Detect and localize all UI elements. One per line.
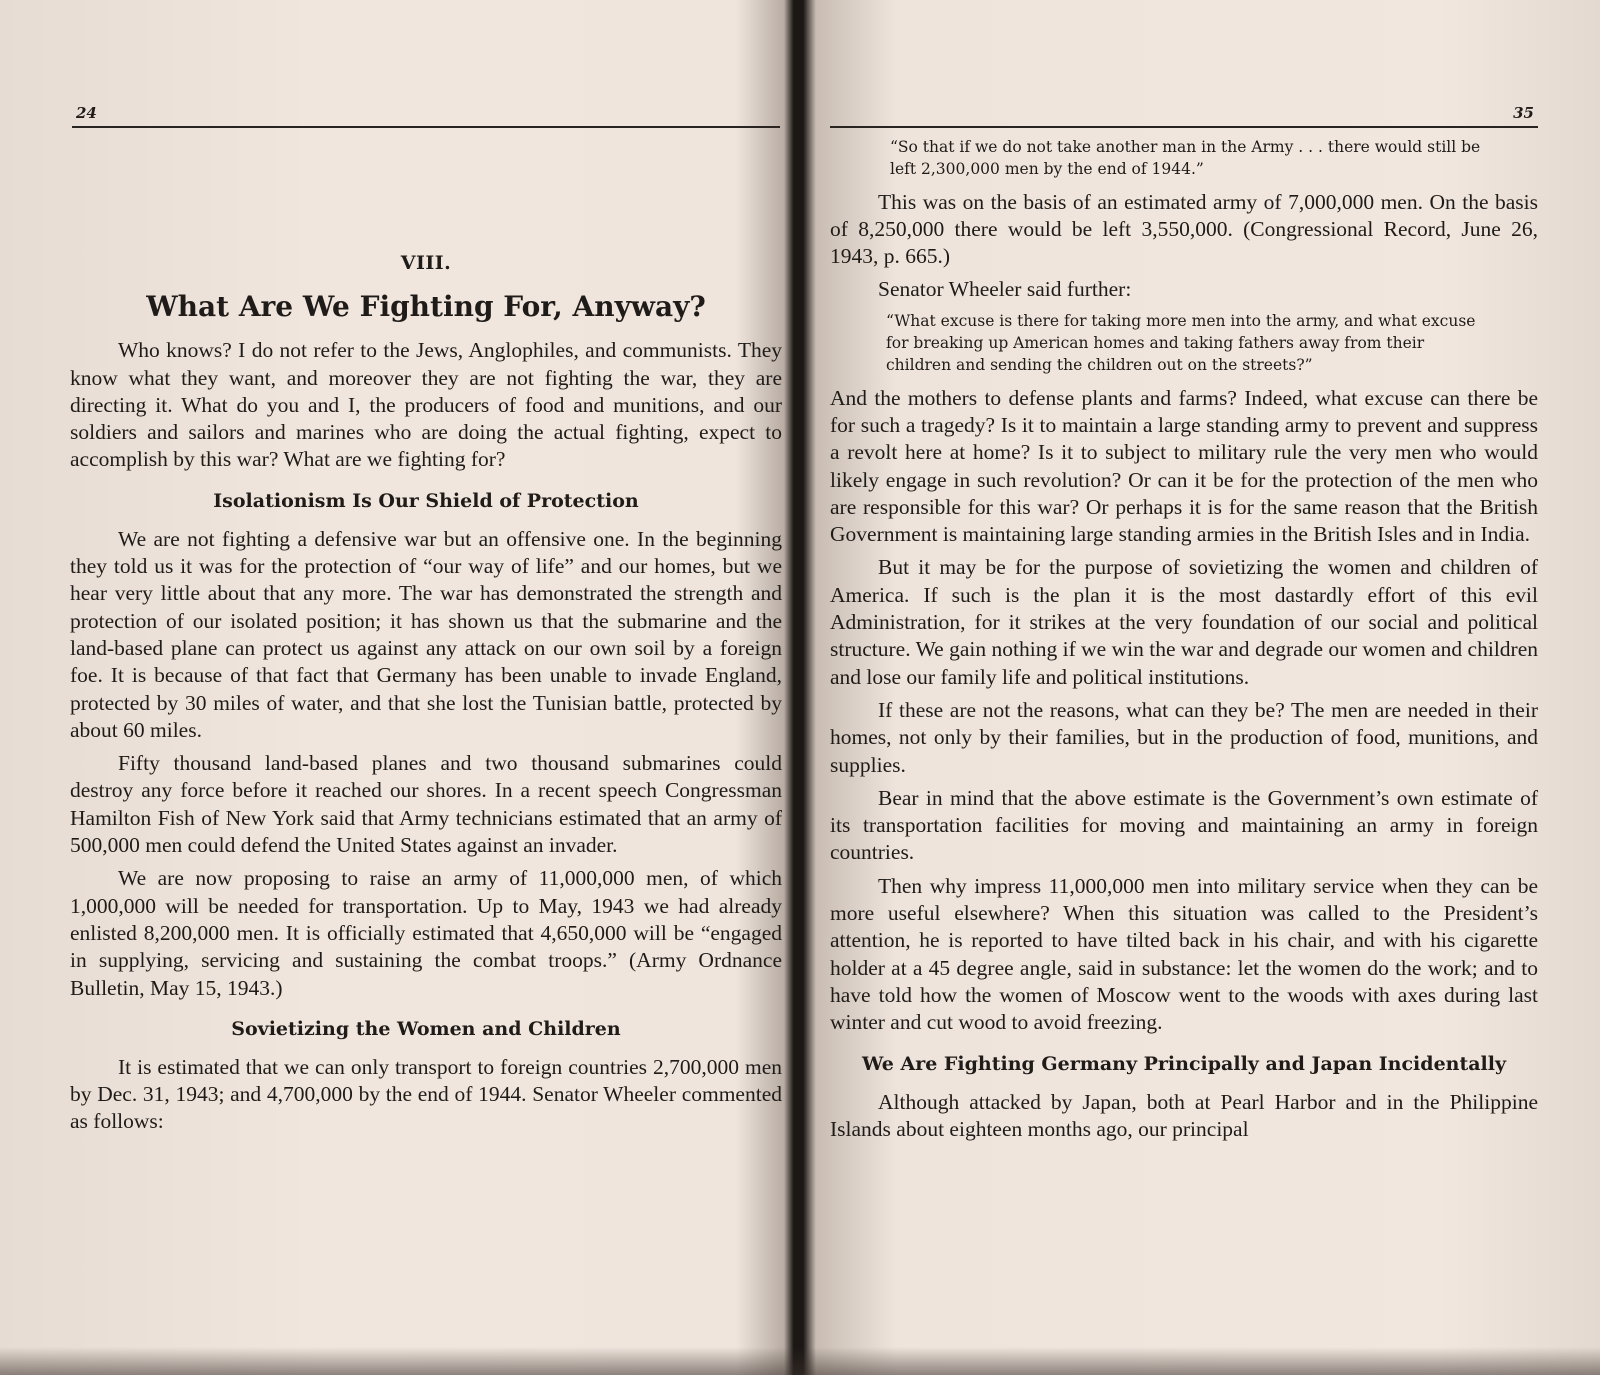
left-running-head	[72, 104, 780, 128]
section-heading: Sovietizing the Women and Children	[231, 1017, 621, 1040]
paragraph: Who knows? I do not refer to the Jews, Anglophiles, and communists. They know what they want, and moreover they are not fighting the war, they are directing it. What do you and I, the producers of food and munitions, and our soldiers and sailors and marines who are doing the actual fighting, expect to accomplish by this war? What are we fighting for?	[70, 338, 782, 472]
right-text-column	[830, 136, 1538, 1149]
block-quote: “So that if we do not take another man in the Army . . . there would still be left 2,300,000 men by the end of 1944.”	[890, 138, 1481, 179]
block-quote: “What excuse is there for taking more men into the army, and what excuse for breaking up American homes and taking fathers away from their children and sending the children out on the streets?”	[886, 311, 1476, 375]
paragraph: Senator Wheeler said further:	[878, 277, 1132, 302]
paragraph: We are not fighting a defensive war but an offensive one. In the beginning they told us it was for the protection of “our way of life” and our homes, but we hear very little about that any more. The war has demonstrated the strength and protection of our isolated position; it has shown us that the submarine and the land-based plane can protect us against any attack on our own soil by a foreign foe. It is because of that fact that Germany has been unable to invade England, protected by 30 miles of water, and that she lost the Tunisian battle, protected by about 60 miles.	[70, 526, 782, 742]
section-heading: We Are Fighting Germany Principally and Japan Incidentally	[861, 1052, 1507, 1075]
page-number: 35	[1513, 104, 1534, 122]
paragraph: We are now proposing to raise an army of 11,000,000 men, of which 1,000,000 will be needed for transportation. Up to May, 1943 we had already enlisted 8,200,000 men. It is officially estimated that 4,650,000 will be “engaged in supplying, servicing and sustaining the combat troops.” (Army Ordnance Bulletin, May 15, 1943.)	[70, 866, 782, 1000]
paragraph: Bear in mind that the above estimate is the Government’s own estimate of its transportation facilities for moving and maintaining an army in foreign countries.	[830, 785, 1538, 865]
chapter-title: What Are We Fighting For, Anyway?	[146, 290, 706, 324]
left-text-column	[70, 250, 782, 1142]
paragraph: This was on the basis of an estimated army of 7,000,000 men. On the basis of 8,250,000 there would be left 3,550,000. (Congressional Record, June 26, 1943, p. 665.)	[830, 189, 1538, 269]
section-heading: Isolationism Is Our Shield of Protection	[213, 489, 639, 512]
paragraph: But it may be for the purpose of sovietizing the women and children of America. If such is the plan it is the most dastardly effort of this evil Administration, for it strikes at the very foundation of our social and political structure. We gain nothing if we win the war and degrade our women and children and lose our family life and political institutions.	[830, 555, 1538, 689]
paragraph: If these are not the reasons, what can they be? The men are needed in their homes, not only by their families, but in the production of food, munitions, and supplies.	[830, 697, 1538, 777]
chapter-number: VIII.	[400, 252, 452, 274]
paragraph: Although attacked by Japan, both at Pearl Harbor and in the Philippine Islands about eighteen months ago, our principal	[830, 1089, 1538, 1141]
paragraph: And the mothers to defense plants and farms? Indeed, what excuse can there be for such a tragedy? Is it to maintain a large standing army to prevent and suppress a revolt here at home? Is it to subject to military rule the very men who would likely engage in such revolution? Or can it be for the protection of the men who are responsible for this war? Or perhaps it is for the same reason that the British Government is maintaining large standing armies in the British Isles and in India.	[830, 385, 1538, 547]
paragraph: It is estimated that we can only transport to foreign countries 2,700,000 men by Dec. 31, 1943; and 4,700,000 by the end of 1944. Senator Wheeler commented as follows:	[70, 1054, 782, 1134]
left-page	[0, 0, 790, 1375]
right-running-head	[830, 104, 1538, 128]
page-number: 24	[76, 104, 97, 122]
right-page	[808, 0, 1600, 1375]
paragraph: Then why impress 11,000,000 men into military service when they can be more useful elsewhere? When this situation was called to the President’s attention, he is reported to have tilted back in his chair, and with his cigarette holder at a 45 degree angle, said in substance: let the women do the work; and to have told how the women of Moscow went to the woods with axes during last winter and cut wood to avoid freezing.	[830, 873, 1538, 1035]
paragraph: Fifty thousand land-based planes and two thousand submarines could destroy any force before it reached our shores. In a recent speech Congressman Hamilton Fish of New York said that Army technicians estimated that an army of 500,000 men could defend the United States against an invader.	[70, 751, 782, 858]
